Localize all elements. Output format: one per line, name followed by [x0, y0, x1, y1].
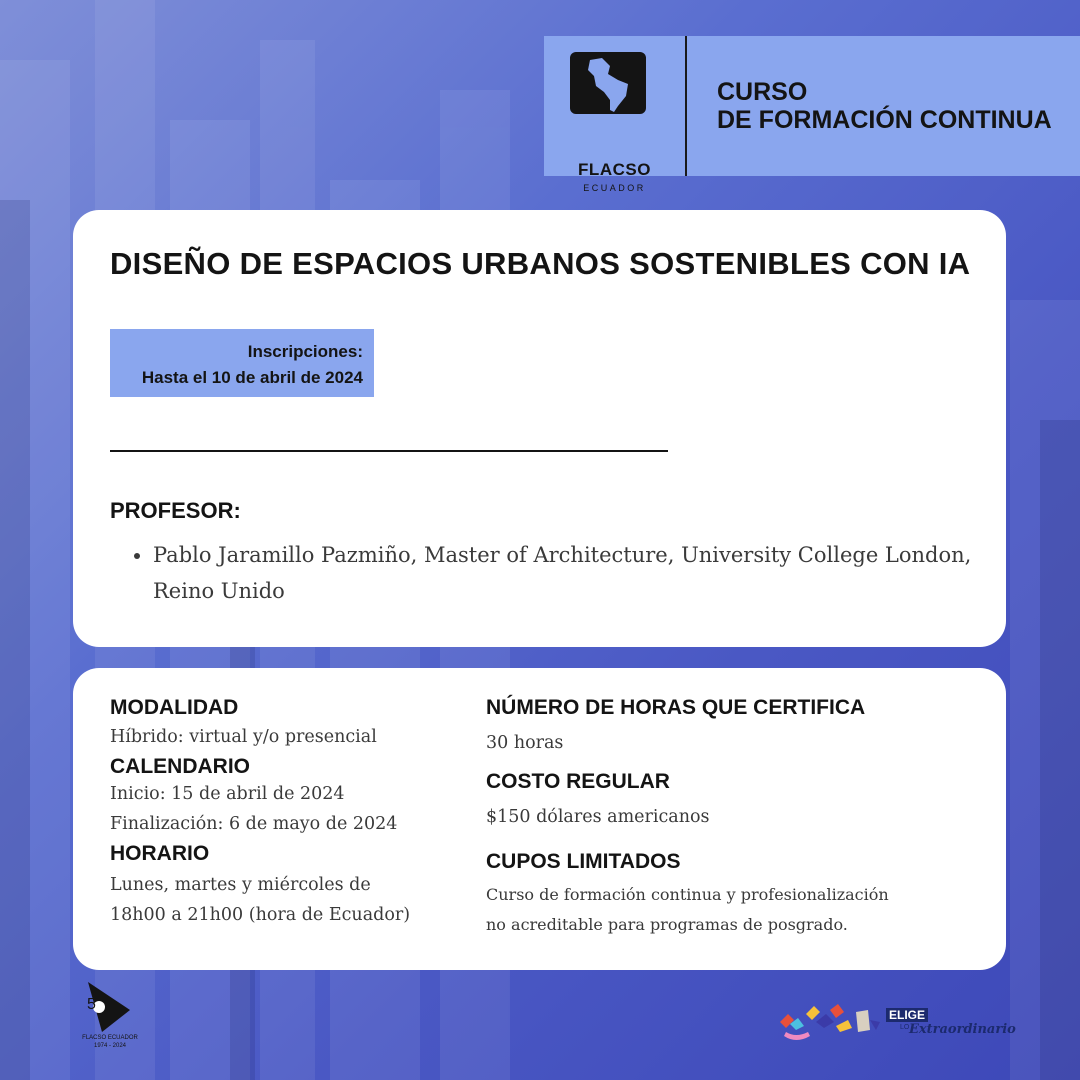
modalidad-heading: MODALIDAD — [110, 696, 239, 719]
calendario-start: Inicio: 15 de abril de 2024 — [110, 784, 345, 804]
extraordinario-label: Extraordinario — [909, 1022, 1016, 1037]
cupos-line2: no acreditable para programas de posgrado. — [486, 915, 848, 934]
anniversary-logo — [80, 980, 140, 1060]
modalidad-text: Híbrido: virtual y/o presencial — [110, 727, 377, 747]
inscriptions-label: Inscripciones: — [247, 342, 363, 361]
details-right-column — [486, 696, 976, 940]
horario-line1: Lunes, martes y miércoles de — [110, 875, 371, 895]
elige-extraordinario-logo — [776, 1000, 1016, 1048]
course-info-card — [73, 210, 1006, 647]
latin-america-map-icon — [544, 36, 685, 156]
section-divider — [110, 450, 668, 452]
header-divider — [685, 36, 687, 176]
cupos-heading: CUPOS LIMITADOS — [486, 850, 681, 873]
confetti-shapes-icon — [776, 1000, 886, 1048]
course-type-line1: CURSO — [717, 78, 808, 106]
course-details-card — [73, 668, 1006, 970]
details-left-column — [110, 696, 470, 930]
horario-heading: HORARIO — [110, 842, 210, 865]
flacso-logo — [544, 36, 685, 193]
course-type-title — [717, 78, 1052, 134]
professor-list — [123, 537, 983, 609]
costo-heading: COSTO REGULAR — [486, 770, 670, 793]
inscriptions-deadline: Hasta el 10 de abril de 2024 — [141, 368, 363, 387]
anniversary-number: 5 — [87, 996, 96, 1013]
calendario-end: Finalización: 6 de mayo de 2024 — [110, 814, 398, 834]
inscriptions-badge — [110, 329, 374, 397]
professor-heading: PROFESOR: — [110, 498, 241, 523]
cupos-line1: Curso de formación continua y profesionalización — [486, 885, 889, 904]
flacso-logo-sub: ECUADOR — [583, 183, 646, 193]
calendario-heading: CALENDARIO — [110, 755, 250, 778]
elige-lo-label: LO — [900, 1024, 910, 1031]
anniversary-text — [80, 1034, 140, 1050]
elige-label: ELIGE — [886, 1008, 928, 1022]
anniversary-years: 1974 - 2024 — [93, 1043, 127, 1049]
anniversary-name: FLACSO ECUADOR — [82, 1035, 138, 1041]
course-type-line2: DE FORMACIÓN CONTINUA — [717, 106, 1052, 134]
course-type-header — [544, 36, 1080, 193]
costo-text: $150 dólares americanos — [486, 807, 710, 827]
flacso-logo-name: FLACSO — [578, 160, 651, 179]
horas-text: 30 horas — [486, 733, 564, 753]
course-title: DISEÑO DE ESPACIOS URBANOS SOSTENIBLES CON IA — [110, 246, 971, 281]
professor-item: • Pablo Jaramillo Pazmiño, Master of Architecture, University College London, Reino Unido — [153, 537, 983, 609]
horario-line2: 18h00 a 21h00 (hora de Ecuador) — [110, 905, 411, 925]
horas-heading: NÚMERO DE HORAS QUE CERTIFICA — [486, 696, 866, 719]
